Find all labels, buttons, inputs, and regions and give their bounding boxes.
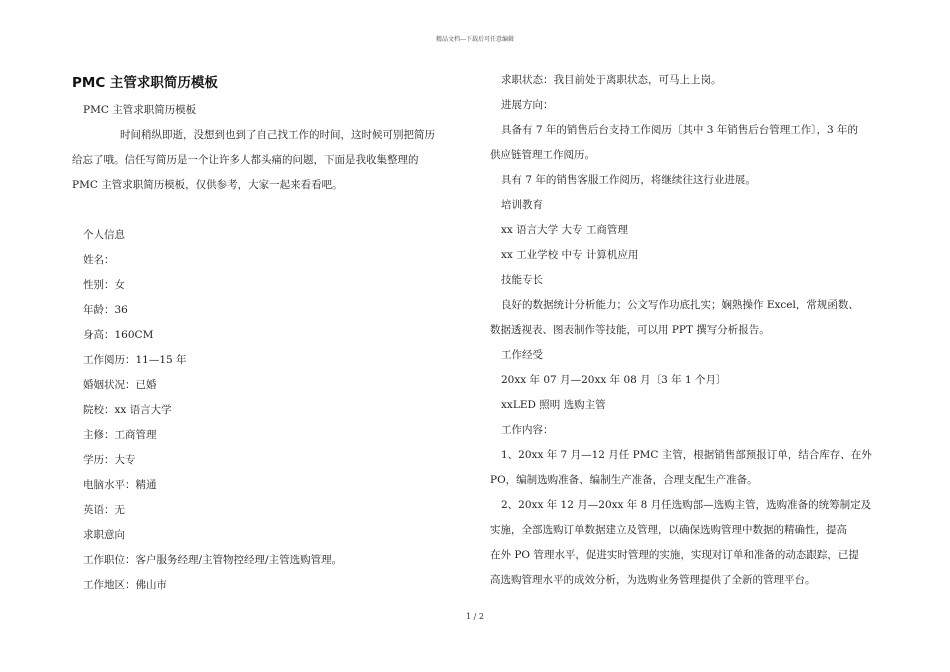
- body-line: 具备有 7 年的销售后台支持工作阅历〔其中 3 年销售后台管理工作〕，3 年的: [501, 124, 858, 136]
- document-title: PMC 主管求职简历模板: [72, 75, 218, 91]
- field-name: 姓名：: [83, 254, 115, 266]
- body-line: 1、20xx 年 7 月—12 月任 PMC 主管，根据销售部预报订单，结合库存、在外: [501, 449, 872, 461]
- field-job-position: 工作职位：客户服务经理/主管物控经理/主管选购管理。: [83, 554, 343, 566]
- body-line: 2、20xx 年 12 月—20xx 年 8 月任选购部—选购主管，选购准备的统筹制定及: [501, 499, 872, 511]
- body-line: PO，编制选购准备、编制生产准备，合理支配生产准备。: [490, 474, 758, 486]
- field-major: 主修：工商管理: [83, 429, 157, 441]
- field-marital-status: 婚姻状况：已婚: [83, 379, 157, 391]
- body-line: 在外 PO 管理水平，促进实时管理的实施，实现对订单和准备的动态跟踪，已提: [490, 549, 859, 561]
- field-age: 年龄：36: [83, 304, 128, 316]
- spacer: [72, 198, 457, 223]
- section-heading-duties: 工作内容：: [501, 424, 554, 436]
- intro-line: 时间稍纵即逝，没想到也到了自己找工作的时间，这时候可别把简历: [120, 129, 435, 141]
- experience-period: 20xx 年 07 月—20xx 年 08 月〔3 年 1 个月〕: [501, 374, 727, 386]
- section-heading-personal-info: 个人信息: [83, 229, 125, 241]
- section-heading-job-intention: 求职意向: [83, 529, 125, 541]
- field-job-status: 求职状态：我目前处于离职状态，可马上上岗。: [501, 74, 722, 86]
- left-column: [72, 68, 457, 598]
- body-line: 实施，全部选购订单数据建立及管理，以确保选购管理中数据的精确性，提高: [490, 524, 847, 536]
- header-note: 精品文档---下载后可任意编辑: [435, 36, 515, 43]
- intro-line: 给忘了哦。信任写简历是一个让许多人都头痛的问题，下面是我收集整理的: [72, 154, 419, 166]
- experience-company: xxLED 照明 选购主管: [501, 399, 606, 411]
- section-heading-experience: 工作经受: [501, 349, 543, 361]
- body-line: 供应链管理工作阅历。: [490, 149, 595, 161]
- field-school: 院校：xx 语言大学: [83, 404, 172, 416]
- field-job-location: 工作地区：佛山市: [83, 579, 167, 591]
- education-entry: xx 工业学校 中专 计算机应用: [501, 249, 639, 261]
- field-experience: 工作阅历：11—15 年: [83, 354, 187, 366]
- section-heading-training: 培训教育: [501, 199, 543, 211]
- field-english: 英语：无: [83, 504, 125, 516]
- body-line: 高选购管理水平的成效分析，为选购业务管理提供了全新的管理平台。: [490, 574, 816, 586]
- right-column: [490, 68, 882, 593]
- body-line: 具有 7 年的销售客服工作阅历，将继续往这行业进展。: [501, 174, 756, 186]
- field-direction: 进展方向：: [501, 99, 554, 111]
- section-heading-skills: 技能专长: [501, 274, 543, 286]
- education-entry: xx 语言大学 大专 工商管理: [501, 224, 628, 236]
- field-gender: 性别：女: [83, 279, 125, 291]
- page-number: 1 / 2: [466, 612, 484, 621]
- body-line: 良好的数据统计分析能力；公文写作功底扎实；娴熟操作 Excel，常规函数、: [501, 299, 859, 311]
- field-height: 身高：160CM: [83, 329, 154, 341]
- intro-line: PMC 主管求职简历模板，仅供参考，大家一起来看看吧。: [72, 179, 343, 191]
- field-computer-skill: 电脑水平：精通: [83, 479, 157, 491]
- subtitle: PMC 主管求职简历模板: [83, 104, 197, 116]
- field-education: 学历：大专: [83, 454, 136, 466]
- body-line: 数据透视表、图表制作等技能，可以用 PPT 撰写分析报告。: [490, 324, 770, 336]
